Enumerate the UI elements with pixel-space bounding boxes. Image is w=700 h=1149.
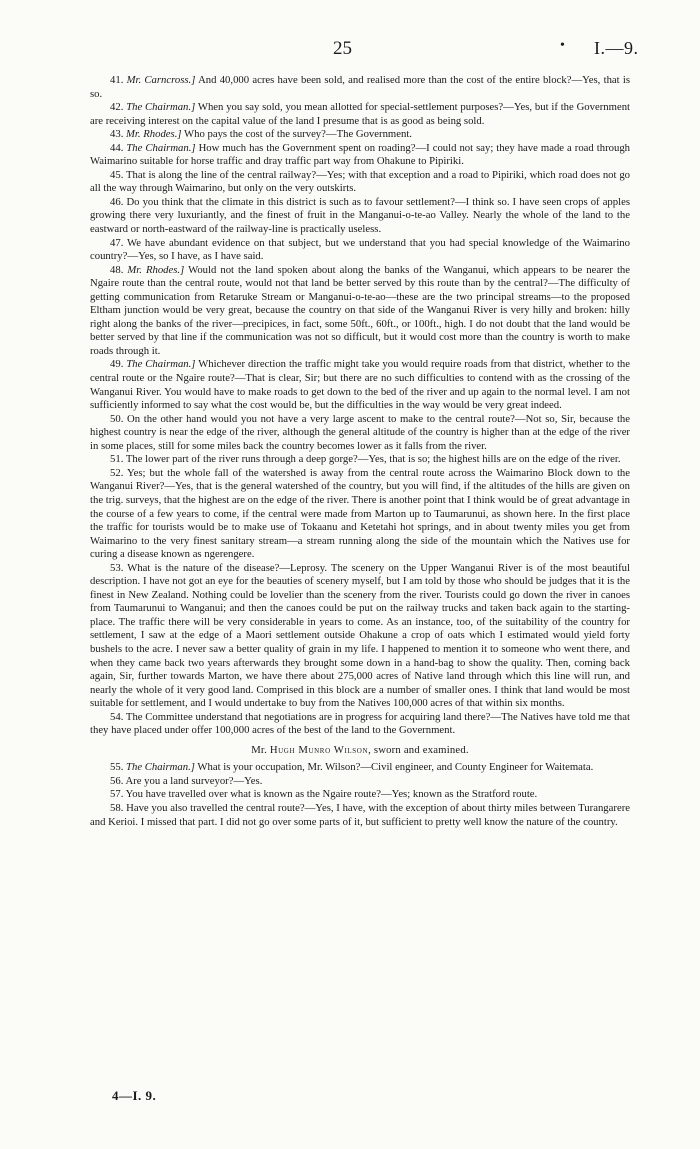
question-paragraph	[90, 453, 630, 467]
question-text: Do you think that the climate in this district is such as to favour settlement?—I think so. I have seen crops of apples growing there very luxuriantly, and the finest of fruit in the Manganui-o-te-ao Valley. Nearly the whole of the land to the eastward or north-eastward of the railway-line is practically useless.	[90, 195, 630, 236]
question-text: And 40,000 acres have been sold, and realised more than the cost of the entire block?—Yes, that is so.	[90, 74, 631, 100]
page-number: 25	[333, 38, 352, 59]
question-text: What is your occupation, Mr. Wilson?—Civil engineer, and County Engineer for Waitemata.	[197, 761, 594, 774]
speaker-label: The Chairman.]	[126, 761, 195, 774]
question-number: 55.	[110, 761, 124, 774]
witness-heading	[90, 744, 630, 758]
evidence-paragraphs-2	[90, 761, 630, 829]
question-number: 46.	[110, 195, 124, 208]
question-paragraph	[90, 169, 630, 196]
question-paragraph	[90, 237, 630, 264]
question-number: 42.	[110, 101, 124, 114]
question-paragraph	[90, 101, 630, 128]
question-text: When you say sold, you mean allotted for special-settlement purposes?—Yes, but if the Government are receiving interest on the capital value of the land I presume that is as good as being sold.	[90, 101, 631, 127]
question-number: 45.	[110, 168, 124, 181]
question-text: We have abundant evidence on that subject, but we understand that you had special knowledge of the Waimarino country?—Yes, so I have, as I have said.	[90, 236, 630, 263]
question-paragraph	[90, 802, 630, 829]
witness-prefix: Mr.	[251, 743, 270, 756]
question-number: 43.	[110, 128, 124, 141]
speaker-label: Mr. Rhodes.]	[126, 128, 182, 141]
question-text: On the other hand would you not have a very large ascent to make to the central route?—Not so, Sir, because the highest country is near the edge of the river, although the general altitude of the country is higher than at the edge of the river in some places, still for some miles back the country becomes lower as it falls from the river.	[90, 412, 630, 452]
question-text: Who pays the cost of the survey?—The Government.	[184, 128, 412, 141]
question-paragraph	[90, 788, 630, 802]
question-text: Are you a land surveyor?—Yes.	[125, 774, 263, 787]
question-paragraph	[90, 358, 630, 412]
question-number: 52.	[110, 466, 124, 479]
signature-mark: 4—I. 9.	[112, 1088, 157, 1103]
question-paragraph	[90, 562, 630, 711]
question-number: 49.	[110, 358, 124, 371]
question-paragraph	[90, 74, 630, 101]
question-number: 57.	[110, 788, 124, 801]
evidence-text	[90, 74, 630, 829]
question-number: 50.	[110, 412, 124, 425]
question-text: How much has the Government spent on roading?—I could not say; they have made a road through Waimarino suitable for horse traffic and dray traffic part way from Ohakune to Pipiriki.	[90, 141, 631, 168]
question-text: Have you also travelled the central route?—Yes, I have, with the exception of about thirty miles between Turangarere and Kerioi. I missed that part. I did not go over some parts of it, but sufficient to pretty well know the nature of the country.	[90, 801, 630, 828]
question-text: You have travelled over what is known as the Ngaire route?—Yes; known as the Stratford route.	[125, 788, 538, 801]
question-number: 56.	[110, 774, 124, 787]
question-number: 58.	[110, 801, 124, 814]
witness-suffix: , sworn and examined.	[368, 743, 469, 756]
question-number: 53.	[110, 561, 124, 574]
header-dot: •	[560, 38, 565, 53]
question-paragraph	[90, 711, 630, 738]
question-text: That is along the line of the central railway?—Yes; with that exception and a road to Pipiriki, which road does not go all the way through Waimarino, but only on the very outskirts.	[90, 168, 631, 195]
question-text: Whichever direction the traffic might take you would require roads from that district, whether to the central route or the Ngaire route?—That is clear, Sir; but there are no such difficulties to contend with as the crossing of the Wanganui River. You would have to make roads to get down to the bed of the river and up again to the normal level. I am not sufficiently informed to say what the cost would be, but the difficulties in the way would be very great indeed.	[90, 358, 630, 412]
question-paragraph	[90, 142, 630, 169]
question-paragraph	[90, 128, 630, 142]
question-number: 48.	[110, 263, 124, 276]
question-paragraph	[90, 761, 630, 775]
question-text: The lower part of the river runs through a deep gorge?—Yes, that is so; the highest hills are on the edge of the river.	[125, 453, 621, 466]
question-text: Would not the land spoken about along the banks of the Wanganui, which appears to be nearer the Ngaire route than the central route, would not that land be better served by this route than by the central?—The difficulty of getting communication from Retaruke Stream or Manganui-o-te-ao—these are the two principal streams—to the proposed Eltham junction would be very great, because the country on that side of the Wanganui River is very hilly and broken: hilly right along the banks of the river—precipices, in fact, some 50ft., 60ft., or 100ft., high. I do not doubt that the land would be better served by that line if the communication was not so difficult, but it would cost more than the country is worth to make roads through it.	[90, 263, 631, 357]
question-paragraph	[90, 196, 630, 237]
question-paragraph	[90, 264, 630, 359]
question-paragraph	[90, 775, 630, 789]
evidence-paragraphs-1	[90, 74, 630, 738]
question-text: What is the nature of the disease?—Leprosy. The scenery on the Upper Wanganui River is of the most beautiful description. I have not got an eye for the beauties of scenery myself, but I am told by those who should be judges that it is the finest in New Zealand. Nothing could be lovelier than the scenery from the river. Tourists could go down the river in canoes from Taumarunui to Wanganui; and then the canoes could be put on the railway trucks and taken back again to the starting-place. The traffic there will be very considerable in years to come. As an instance, too, of the suitability of the country for settlement, I saw at the edge of a Maori settlement outside Ohakune a crop of oats which I estimated would yield forty bushels to the acre. I never saw a better quality of grain in my life. I happened to mention it to someone who went there, and when they came back two years afterwards they brought some down in a hand-bag to show the quality. Then, coming back again, Sir, further towards Marton, we have there about 275,000 acres of Native land through which this line will run, and nearly the whole of it very good land. Comprised in this block are a number of smaller ones. I think that land would be most suitable for settlement, and I would undertake to buy from the Natives 100,000 acres of that within six months.	[90, 561, 630, 710]
speaker-label: Mr. Carncross.]	[126, 74, 196, 86]
speaker-label: The Chairman.]	[126, 101, 196, 114]
question-number: 41.	[110, 74, 124, 86]
page-header	[0, 38, 700, 60]
question-number: 47.	[110, 236, 124, 249]
question-number: 51.	[110, 453, 124, 466]
speaker-label: The Chairman.]	[126, 141, 196, 154]
question-number: 54.	[110, 710, 124, 723]
question-text: The Committee understand that negotiations are in progress for acquiring land there?—The Natives have told me that they have placed under offer 100,000 acres of the best of the land to the Government.	[90, 710, 630, 737]
question-number: 44.	[110, 141, 124, 154]
speaker-label: Mr. Rhodes.]	[127, 263, 185, 276]
question-paragraph	[90, 413, 630, 454]
speaker-label: The Chairman.]	[126, 358, 196, 371]
question-text: Yes; but the whole fall of the watershed is away from the central route across the Waimarino Block down to the Wanganui River?—Yes, that is the general watershed of the country, but you will find, if the altitudes of the hills are given on the trig. surveys, that the highest are on the edge of the river. There is another point that I think would be of great advantage in the course of a few years to come, if the central were made from Marton up to Taumarunui, as shown here. In the first place the traffic for tourists would be to make use of Tokaanu and Ketetahi hot springs, and in about twenty miles you get from Waimarino to the very finest sanitary stream—a stream running along the side of the mountain which the Natives use for curing a disease known as ngerengere.	[90, 466, 631, 561]
question-paragraph	[90, 467, 630, 562]
document-reference: I.—9.	[594, 38, 639, 58]
witness-name: Hugh Munro Wilson	[269, 743, 369, 756]
